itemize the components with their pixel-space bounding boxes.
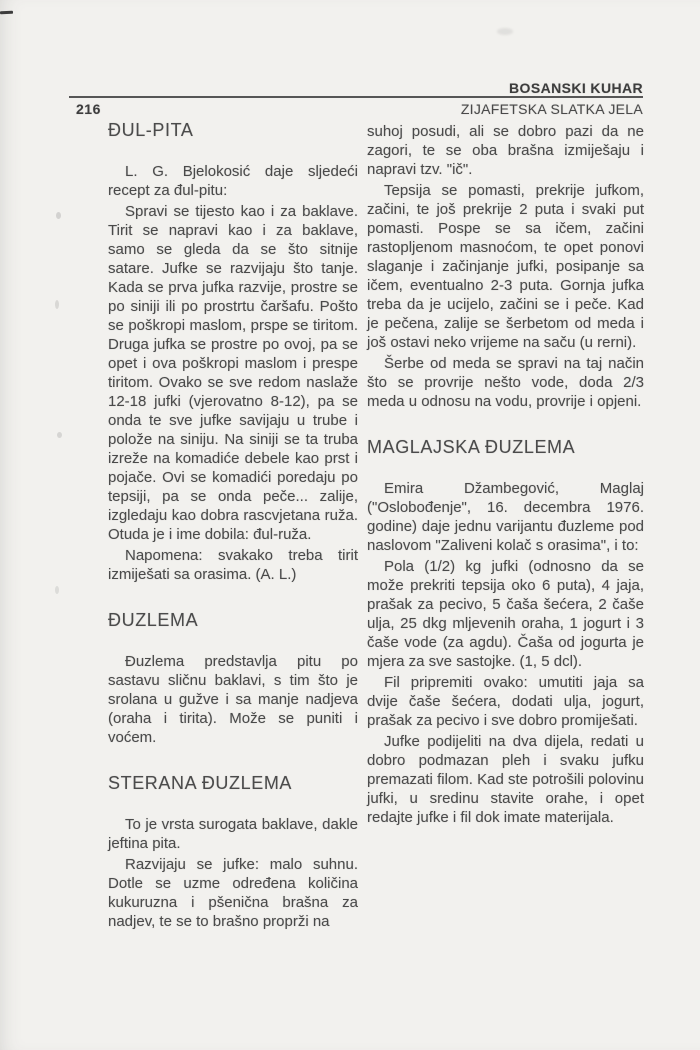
recipe-paragraph: Fil pripremiti ovako: umutiti jaja sa dvije čaše šećera, dodati ulja, jogurt, prašak za pecivo i sve dobro promiješati.: [367, 674, 644, 729]
scan-speck-artifact: [56, 212, 61, 219]
recipe-paragraph: Šerbe od meda se spravi na taj način što se provrije nešto vode, doda 2/3 meda u odnosu na vodu, provrije i opjeni.: [367, 355, 644, 410]
recipe-paragraph: Razvijaju se jufke: malo suhnu. Dotle se uzme određena količina kukuruzna i pšenična brašna za nadjev, te se to brašno proprži na: [108, 856, 358, 930]
left-text-column: [108, 120, 358, 931]
scan-smudge-artifact: [497, 28, 513, 35]
book-title: BOSANSKI KUHAR: [509, 80, 643, 96]
header-rule-divider: [69, 96, 643, 98]
recipe-heading: MAGLAJSKA ĐUZLEMA: [367, 437, 576, 457]
recipe-paragraph: To je vrsta surogata baklave, dakle jeftina pita.: [108, 816, 358, 852]
page-number: 216: [76, 101, 101, 117]
recipe-heading: ĐUZLEMA: [108, 610, 199, 630]
recipe-heading: ĐUL-PITA: [108, 120, 194, 140]
recipe-paragraph: L. G. Bjelokosić daje sljedeći recept za đul-pitu:: [108, 163, 358, 199]
scan-dash-artifact: [0, 11, 13, 14]
chapter-title: ZIJAFETSKA SLATKA JELA: [460, 101, 643, 117]
scan-speck-artifact: [55, 300, 59, 309]
scan-speck-artifact: [55, 586, 59, 594]
recipe-paragraph: Spravi se tijesto kao i za baklave. Tirit se napravi kao i za baklave, samo se gleda da se što sitnije satare. Jufke se razvijaju što tanje. Kada se prva jufka razvije, prostre se po siniji ili po prostrtu čaršafu. Pošto se poškropi maslom, prspe se tiritom. Druga jufka se prostre po ovoj, pa se opet i ova poškropi maslom i prespe tiritom. Ovako se sve redom naslaže 12-18 jufki (vjerovatno 8-12), pa se onda te sve jufke savijaju u trube i polože na siniju. Na siniji se ta truba izreže na komadiće debele kao prst i pojače. Ovi se komadići poredaju po tepsiji, pa se onda peče... zalije, izgledaju kao dobra rascvjetana ruža. Otuda je i ime dobila: đul-ruža.: [108, 203, 358, 543]
right-text-column: [367, 122, 644, 827]
recipe-paragraph: suhoj posudi, ali se dobro pazi da ne zagori, te se oba brašna izmiješaju i napravi tzv. "ič".: [367, 123, 644, 178]
recipe-heading: STERANA ĐUZLEMA: [108, 773, 293, 793]
recipe-paragraph: Emira Džambegović, Maglaj ("Oslobođenje", 16. decembra 1976. godine) daje jednu varijantu đuzleme pod naslovom "Zaliveni kolač s orasima", i to:: [367, 480, 644, 554]
recipe-paragraph: Pola (1/2) kg jufki (odnosno da se može prekriti tepsija oko 6 puta), 4 jaja, prašak za pecivo, 5 čaša šećera, 2 čaše ulja, 25 dkg mljevenih oraha, 1 jogurt i 3 čaše vode (za agdu). Čaša od jogurta je mjera za sve sastojke. (1, 5 dcl).: [367, 558, 644, 670]
recipe-paragraph: Napomena: svakako treba tirit izmiješati sa orasima. (A. L.): [108, 547, 358, 583]
recipe-paragraph: Tepsija se pomasti, prekrije jufkom, začini, te još prekrije 2 puta i svaki put pomasti. Pospe se sa ičem, začini rastopljenom masnoćom, te opet ponovi slaganje i začinjanje jufki, posipanje sa ičem, eventualno 2-3 puta. Gornja jufka treba da je ucijelo, začini se i peče. Kad je pečena, zalije se šerbetom od meda i još ostavi neko vrijeme na saču (u rerni).: [367, 182, 644, 351]
recipe-paragraph: Jufke podijeliti na dva dijela, redati u dobro podmazan pleh i svaku jufku premazati filom. Kad ste potrošili polovinu jufki, u sredinu stavite orahe, i opet redajte jufke i fil dok imate materijala.: [367, 733, 644, 826]
scan-speck-artifact: [57, 432, 62, 438]
recipe-paragraph: Đuzlema predstavlja pitu po sastavu sličnu baklavi, s tim što je srolana u gužve i sa manje nadjeva (oraha i tirita). Može se puniti i voćem.: [108, 653, 358, 746]
